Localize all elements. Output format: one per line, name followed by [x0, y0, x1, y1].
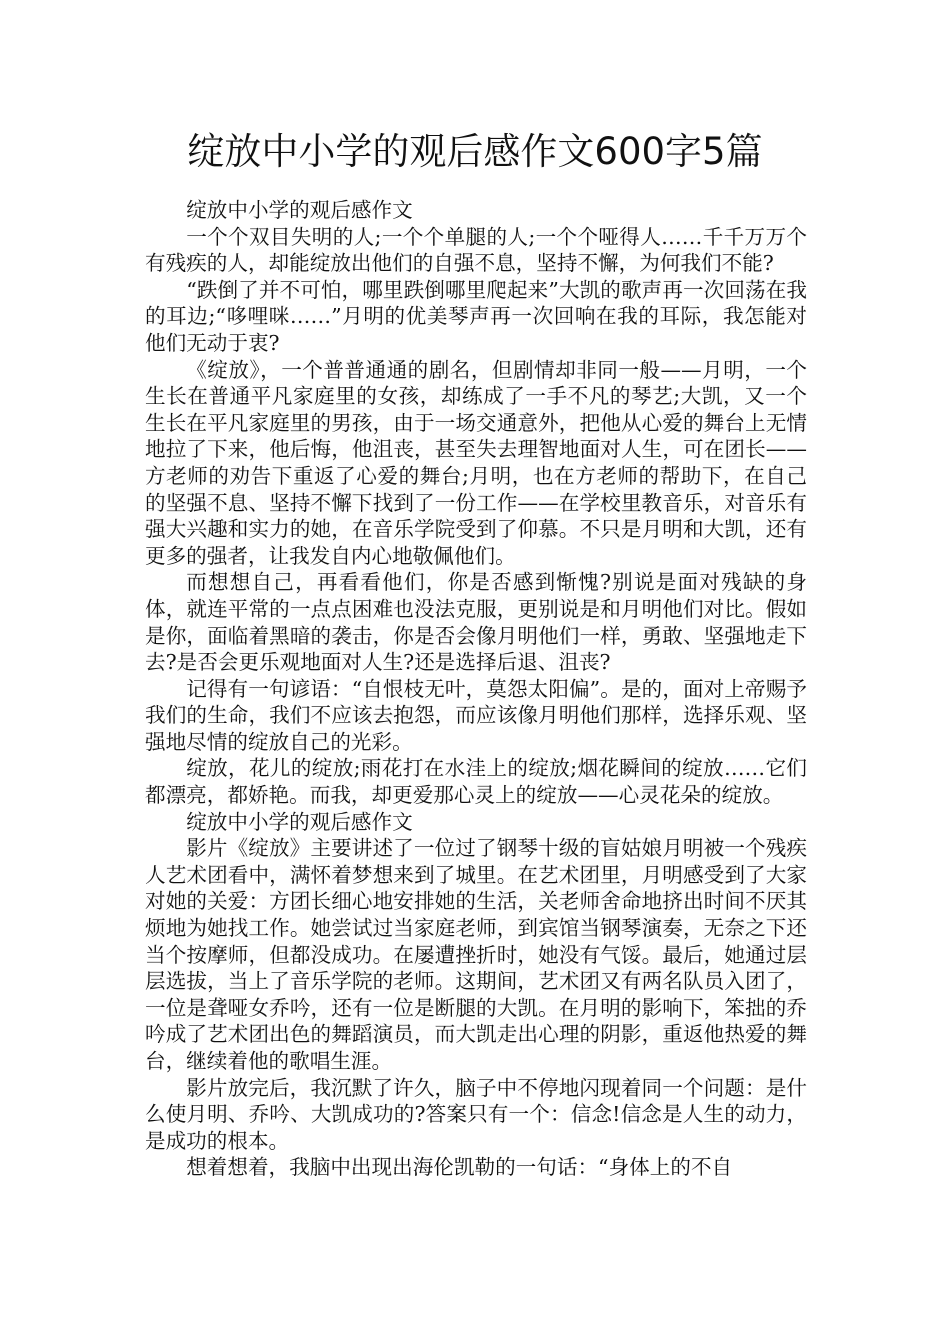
paragraph: 一个个双目失明的人;一个个单腿的人;一个个哑得人……千千万万个有残疾的人，却能绽放出他们的自强不息，坚持不懈，为何我们不能?	[145, 224, 807, 276]
section-heading: 绽放中小学的观后感作文	[186, 198, 413, 222]
paragraph: “跌倒了并不可怕，哪里跌倒哪里爬起来”大凯的歌声再一次回荡在我的耳边;“哆哩咪……”月明的优美琴声再一次回响在我的耳际，我怎能对他们无动于衷?	[145, 277, 807, 355]
paragraph: 想着想着，我脑中出现出海伦凯勒的一句话：“身体上的不自	[186, 1155, 733, 1180]
document-body	[145, 197, 807, 1181]
paragraph: 而想想自己，再看看他们，你是否感到惭愧?别说是面对残缺的身体，就连平常的一点点困难也没法克服，更别说是和月明他们对比。假如是你，面临着黑暗的袭击，你是否会像月明他们一样，勇敢、坚强地走下去?是否会更乐观地面对人生?还是选择后退、沮丧?	[145, 570, 807, 675]
paragraph: 《绽放》，一个普普通通的剧名，但剧情却非同一般——月明，一个生长在普通平凡家庭里的女孩，却练成了一手不凡的琴艺;大凯，又一个生长在平凡家庭里的男孩，由于一场交通意外，把他从心爱的舞台上无情地拉了下来，他后悔，他沮丧，甚至失去理智地面对人生，可在团长——方老师的劝告下重返了心爱的舞台;月明，也在方老师的帮助下，在自己的坚强不息、坚持不懈下找到了一份工作——在学校里教音乐，对音乐有强大兴趣和实力的她，在音乐学院受到了仰慕。不只是月明和大凯，还有更多的强者，让我发自内心地敬佩他们。	[145, 357, 807, 568]
section-heading: 绽放中小学的观后感作文	[186, 809, 413, 834]
paragraph: 影片《绽放》主要讲述了一位过了钢琴十级的盲姑娘月明被一个残疾人艺术团看中，满怀着梦想来到了城里。在艺术团里，月明感受到了大家对她的关爱：方团长细心地安排她的生活，关老师舍命地挤出时间不厌其烦地为她找工作。她尝试过当家庭老师，到宾馆当钢琴演奏，无奈之下还当个按摩师，但都没成功。在屡遭挫折时，她没有气馁。最后，她通过层层选拔，当上了音乐学院的老师。这期间，艺术团又有两名队员入团了，一位是聋哑女乔吟，还有一位是断腿的大凯。在月明的影响下，笨拙的乔吟成了艺术团出色的舞蹈演员，而大凯走出心理的阴影，重返他热爱的舞台，继续着他的歌唱生涯。	[145, 836, 807, 1073]
document-title: 绽放中小学的观后感作文600字5篇	[187, 130, 763, 173]
paragraph: 记得有一句谚语：“自恨枝无叶，莫怨太阳偏”。是的，面对上帝赐予我们的生命，我们不应该去抱怨，而应该像月明他们那样，选择乐观、坚强地尽情的绽放自己的光彩。	[145, 676, 807, 754]
paragraph: 影片放完后，我沉默了许久，脑子中不停地闪现着同一个问题：是什么使月明、乔吟、大凯成功的?答案只有一个：信念!信念是人生的动力，是成功的根本。	[145, 1075, 807, 1153]
paragraph: 绽放，花儿的绽放;雨花打在水洼上的绽放;烟花瞬间的绽放……它们都漂亮，都娇艳。而我，却更爱那心灵上的绽放——心灵花朵的绽放。	[145, 756, 807, 808]
